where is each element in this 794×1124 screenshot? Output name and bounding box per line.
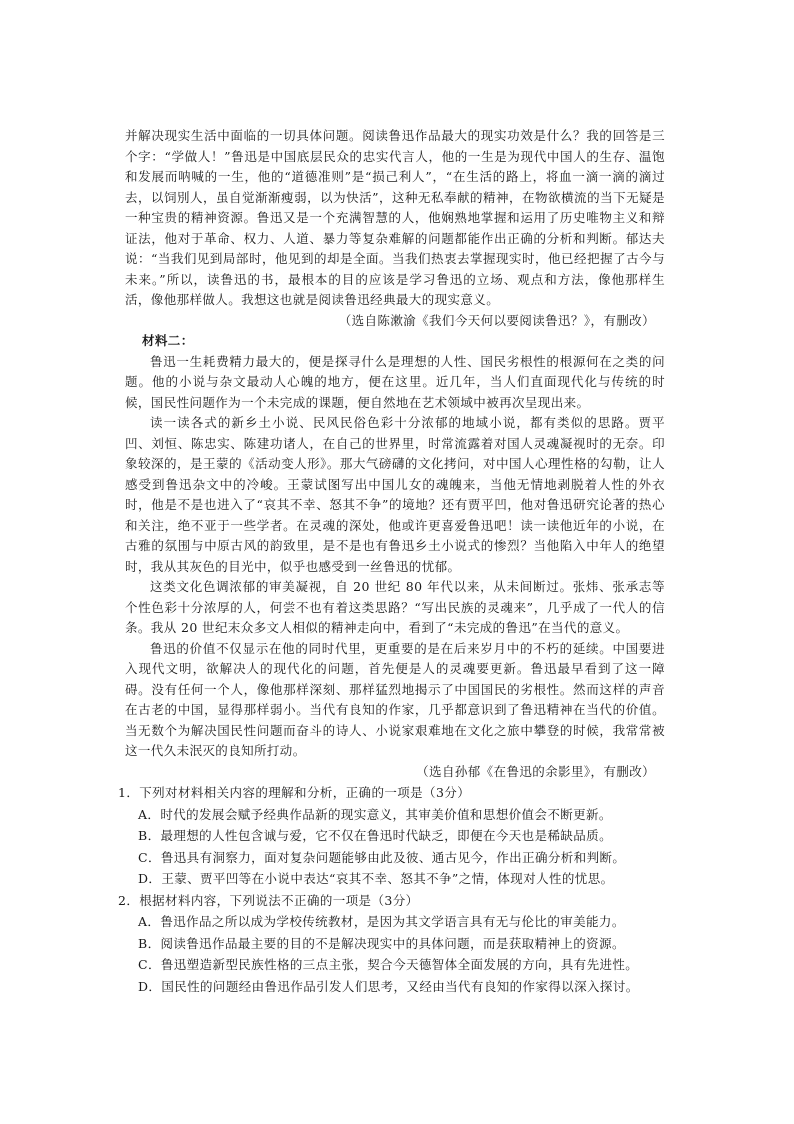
question-1-option-c: C．鲁迅具有洞察力，面对复杂问题能够由此及彼、通古见今，作出正确分析和判断。 [138, 849, 626, 865]
material2-paragraph-3: 这类文化色调浓郁的审美凝视，自 20 世纪 80 年代以来，从未间断过。张炜、张承志等个性色彩十分浓厚的人，何尝不也有着这类思路？“写出民族的灵魂来”，几乎成了一代人的信条。我从 20 世纪末众多文人相似的精神走向中，看到了“未完成的鲁迅”在当代的意义。 [125, 579, 665, 635]
question-1-option-d: D．王蒙、贾平凹等在小说中表达“哀其不幸、怒其不争”之情，体现对人性的忧思。 [138, 871, 614, 886]
question-2-option-a: A．鲁迅作品之所以成为学校传统教材，是因为其文学语言具有无与伦比的审美能力。 [138, 914, 625, 929]
question-1-option-b: B．最理想的人性包含诚与爱，它不仅在鲁迅时代缺乏，即便在今天也是稀缺品质。 [138, 828, 612, 843]
question-2-stem: 2．根据材料内容，下列说法不正确的一项是（3分） [118, 892, 419, 908]
question-2 [118, 890, 665, 998]
material1-source: （选自陈漱渝《我们今天何以要阅读鲁迅？》，有删改） [338, 312, 655, 328]
material2-heading: 材料二： [142, 333, 194, 348]
question-1 [118, 782, 665, 890]
question-1-option-a: A．时代的发展会赋予经典作品新的现实意义，其审美价值和思想价值会不断更新。 [138, 806, 612, 822]
material2-paragraph-2: 读一读各式的新乡土小说、民风民俗色彩十分浓郁的地域小说，都有类似的思路。贾平凹、刘恒、陈忠实、陈建功诸人，在自己的世界里，时常流露着对国人灵魂凝视时的无奈。印象较深的，是王蒙的《活动变人形》。那大气磅礴的文化拷问，对中国人心理性格的勾勒，让人感受到鲁迅杂文中的冷峻。王蒙试图写出中国儿女的魂魄来，当他无情地剥脱着人性的外衣时，他是不是也进入了“哀其不幸、怒其不争”的境地？还有贾平凹，他对鲁迅研究论著的热心和关注，绝不亚于一些学者。在灵魂的深处，他或许更喜爱鲁迅吧！读一读他近年的小说，在古雅的氛围与中原古风的韵致里，是不是也有鲁迅乡土小说式的惨烈？当他陷入中年人的绝望时，我从其灰色的目光中，似乎也感受到一丝鲁迅的忧郁。 [125, 415, 665, 574]
exam-page [118, 126, 665, 997]
question-2-option-c: C．鲁迅塑造新型民族性格的三点主张，契合今天德智体全面发展的方向，具有先进性。 [138, 957, 639, 972]
question-2-option-b: B．阅读鲁迅作品最主要的目的不是解决现实中的具体问题，而是获取精神上的资源。 [138, 935, 625, 951]
question-2-option-d: D．国民性的问题经由鲁迅作品引发人们思考，又经由当代有良知的作家得以深入探讨。 [138, 978, 639, 994]
material2-paragraph-4: 鲁迅的价值不仅显示在他的同时代里，更重要的是在后来岁月中的不朽的延续。中国要进入现代文明，欲解决人的现代化的问题，首先便是人的灵魂要更新。鲁迅最早看到了这一障碍。没有任何一个人，像他那样深刻、那样猛烈地揭示了中国国民的劣根性。然而这样的声音在古老的中国，显得那样弱小。当代有良知的作家，几乎都意识到了鲁迅精神在当代的价值。当无数个为解决国民性问题而奋斗的诗人、小说家艰难地在文化之旅中攀登的时候，我常常被这一代久未泯灭的良知所打动。 [125, 640, 665, 758]
material2-source: （选自孙郁《在鲁迅的余影里》，有删改） [416, 763, 655, 779]
question-1-stem: 1．下列对材料相关内容的理解和分析，正确的一项是（3分） [118, 785, 471, 800]
material1-tail-paragraph: 并解决现实生活中面临的一切具体问题。阅读鲁迅作品最大的现实功效是什么？我的回答是三个字：“学做人！”鲁迅是中国底层民众的忠实代言人，他的一生是为现代中国人的生存、温饱和发展而呐喊的一生，他的“道德准则”是“损己利人”，“在生活的路上，将血一滴一滴的滴过去，以饲別人，虽自觉渐渐瘦弱，以为快活”，这种无私奉献的精神，在物欲横流的当下无疑是一种宝贵的精神资源。鲁迅又是一个充满智慧的人，他娴熟地掌握和运用了历史唯物主义和辩证法，他对于革命、权力、人道、暴力等复杂难解的问题都能作出正确的分析和判断。郁达夫说：“当我们见到局部时，他见到的却是全面。当我们热衷去掌握现实时，他已经把握了古今与未来。”所以，读鲁迅的书，最根本的目的应该是学习鲁迅的立场、观点和方法，像他那样生活，像他那样做人。我想这也就是阅读鲁迅经典最大的现实意义。 [125, 128, 665, 307]
material2-paragraph-1: 鲁迅一生耗费精力最大的，便是探寻什么是理想的人性、国民劣根性的根源何在之类的问题。他的小说与杂文最动人心魄的地方，便在这里。近几年，当人们直面现代化与传统的时候，国民性问题作为一个未完成的课题，便自然地在艺术领域中被再次呈现出来。 [125, 353, 665, 410]
